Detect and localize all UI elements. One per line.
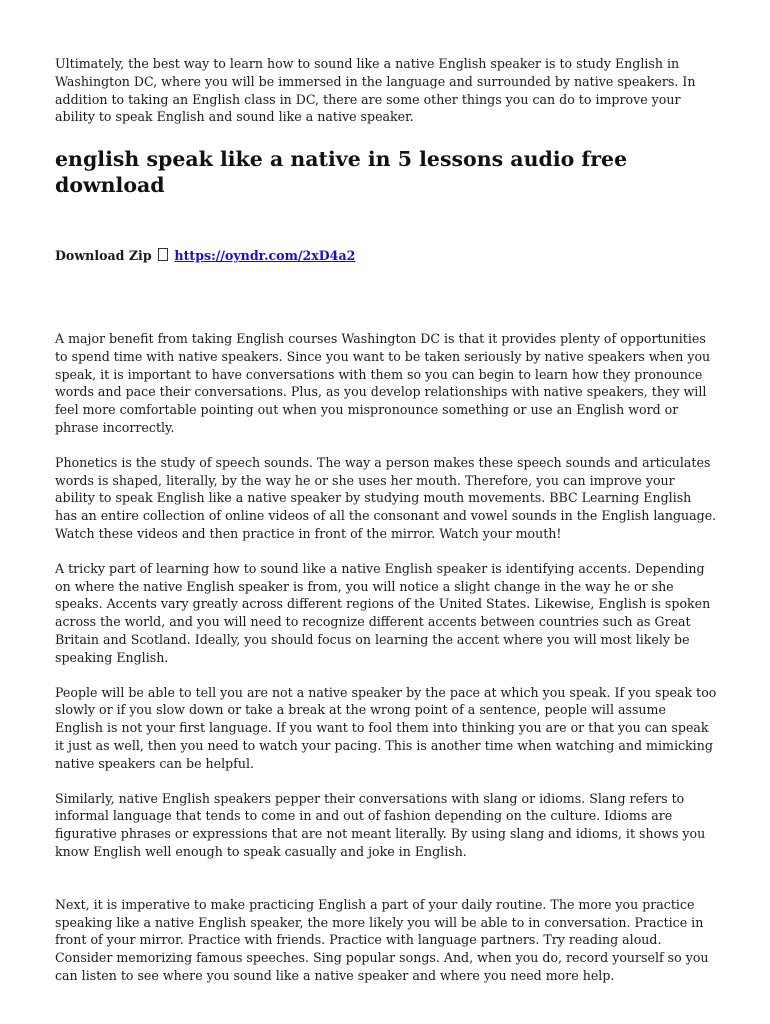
download-label: Download Zip	[55, 248, 152, 264]
download-link[interactable]: https://oyndr.com/2xD4a2	[174, 248, 356, 264]
intro-paragraph: Ultimately, the best way to learn how to sound like a native English speaker is to study English in Washington DC, where you will be immersed in the language and surrounded by native speakers. In addition to taking an English class in DC, there are some other things you can do to improve your ability to speak English and sound like a native speaker.	[55, 56, 696, 125]
document-page	[55, 55, 717, 1002]
paragraph-pacing: People will be able to tell you are not a native speaker by the pace at which you speak. If you speak too slowly or if you slow down or take a break at the wrong point of a sentence, people will assume English is not your first language. If you want to fool them into thinking you are or that you can speak it just as well, then you need to watch your pacing. This is another time when watching and mimicking native speakers can be helpful.	[55, 684, 717, 771]
paragraph-routine: Next, it is imperative to make practicing English a part of your daily routine. The more you practice speaking like a native English speaker, the more likely you will be able to in conversation. Practice in front of your mirror. Practice with friends. Practice with language partners. Try reading aloud. Consider memorizing famous speeches. Sing popular songs. And, when you do, record yourself so you can listen to see where you sound like a native speaker and where you need more help.	[55, 896, 709, 983]
download-line	[55, 247, 717, 265]
paragraph-benefits: A major benefit from taking English courses Washington DC is that it provides plenty of opportunities to spend time with native speakers. Since you want to be taken seriously by native speakers when you speak, it is important to have conversations with them so you can begin to learn how they pronounce words and pace their conversations. Plus, as you develop relationships with native speakers, they will feel more comfortable pointing out when you mispronounce something or use an English word or phrase incorrectly.	[55, 330, 711, 435]
paragraph-phonetics: Phonetics is the study of speech sounds. The way a person makes these speech sounds and articulates words is shaped, literally, by the way he or she uses her mouth. Therefore, you can improve your ability to speak English like a native speaker by studying mouth movements. BBC Learning English has an entire collection of online videos of all the consonant and vowel sounds in the English language. Watch these videos and then practice in front of the mirror. Watch your mouth!	[55, 454, 717, 541]
paragraph-slang: Similarly, native English speakers pepper their conversations with slang or idioms. Slang refers to informal language that tends to come in and out of fashion depending on the culture. Idioms are figurative phrases or expressions that are not meant literally. By using slang and idioms, it shows you know English well enough to speak casually and joke in English.	[55, 790, 706, 859]
paragraph-accents: A tricky part of learning how to sound like a native English speaker is identifying accents. Depending on where the native English speaker is from, you will notice a slight change in the way he or she speaks. Accents vary greatly across different regions of the United States. Likewise, English is spoken across the world, and you will need to recognize different accents between countries such as Great Britain and Scotland. Ideally, you should focus on learning the accent where you will most likely be speaking English.	[55, 560, 711, 665]
page-title: english speak like a native in 5 lessons audio free download	[55, 147, 628, 198]
box-glyph-icon	[158, 248, 168, 261]
